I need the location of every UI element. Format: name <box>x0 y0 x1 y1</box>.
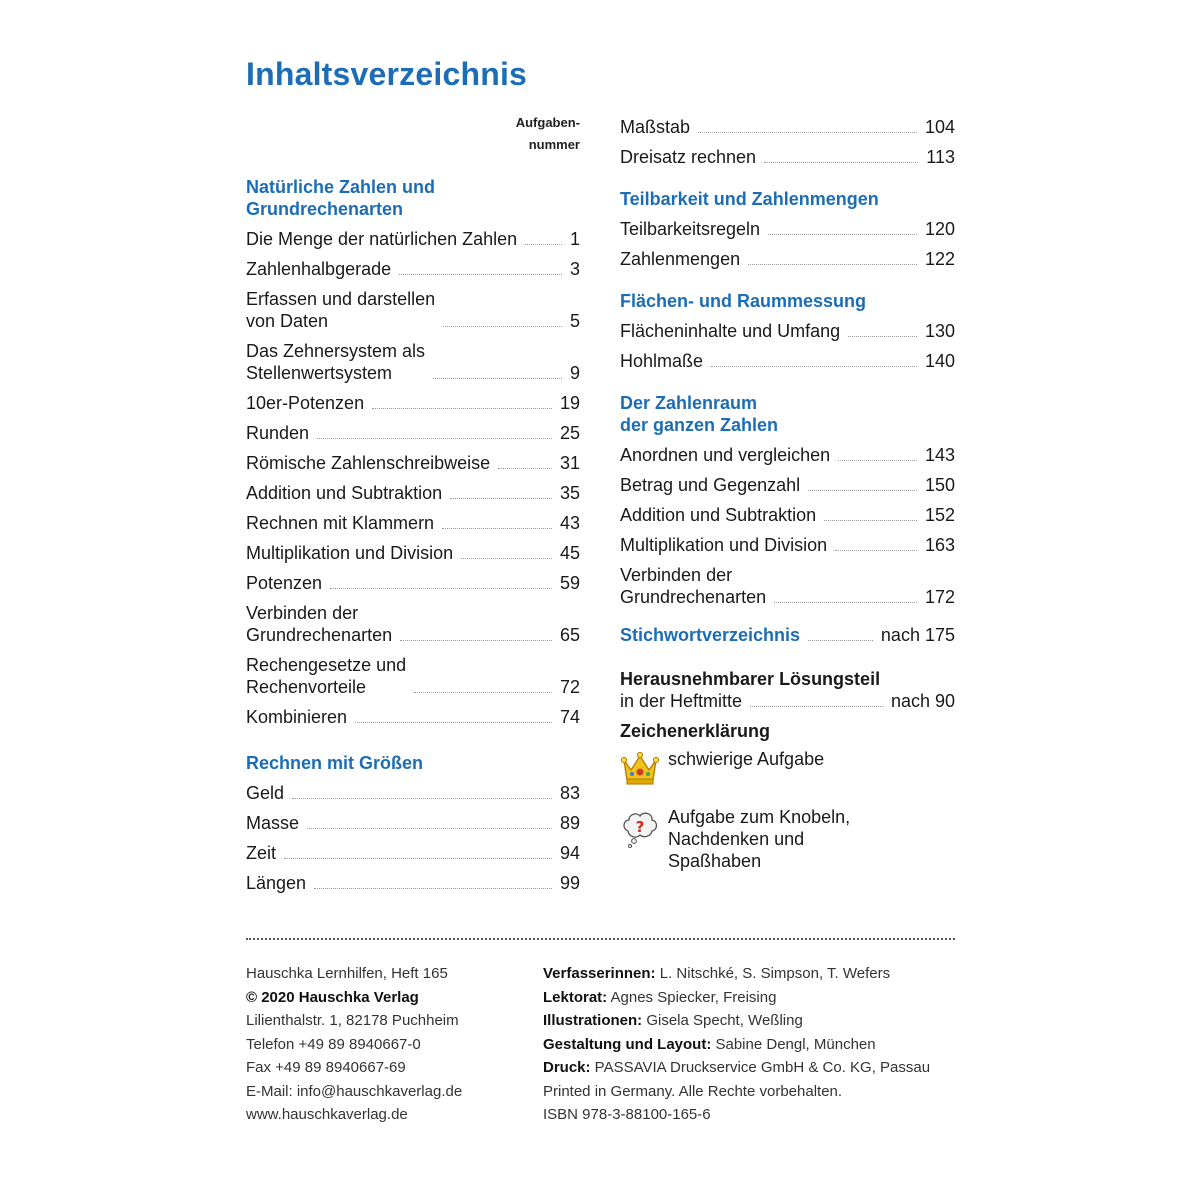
imprint-credits <box>543 962 930 1127</box>
toc-entry-label-line: 10er-Potenzen <box>246 393 365 413</box>
toc-entry-label-line: Flächeninhalte und Umfang <box>620 321 841 341</box>
toc-entry[interactable] <box>246 778 580 808</box>
imprint-bold: © 2020 Hauschka Verlag <box>246 988 419 1006</box>
index-label: Stichwortverzeichnis <box>620 625 801 645</box>
svg-text:?: ? <box>635 818 645 836</box>
toc-entry-label-line: Runden <box>246 423 310 443</box>
toc-entry-label-line: Masse <box>246 813 300 833</box>
leader-dots <box>848 336 917 337</box>
toc-entry-label <box>246 392 364 414</box>
imprint-publisher <box>246 962 462 1127</box>
toc-section <box>620 290 955 376</box>
toc-entry-number: 83 <box>559 783 580 803</box>
imprint-line <box>543 986 930 1010</box>
toc-entry-label <box>246 602 392 646</box>
crown-icon <box>620 748 660 788</box>
toc-entry-label-line: Rechenvorteile <box>246 677 367 697</box>
toc-entry[interactable] <box>246 224 580 254</box>
imprint-text: Hauschka Lernhilfen, Heft 165 <box>246 965 448 982</box>
leader-dots <box>461 558 552 559</box>
toc-entry[interactable] <box>246 284 580 336</box>
leader-dots <box>317 438 552 439</box>
toc-entry-number: 113 <box>926 147 955 167</box>
leader-dots <box>307 828 552 829</box>
toc-entry[interactable] <box>246 568 580 598</box>
solution-part-title: Herausnehmbarer Lösungsteil <box>620 669 881 689</box>
toc-entry-number: 19 <box>559 393 580 413</box>
toc-entry-number: 150 <box>924 475 955 495</box>
imprint-text: ISBN 978-3-88100-165-6 <box>543 1106 711 1123</box>
toc-entry-number: 89 <box>559 813 580 833</box>
toc-entry-label-line: Verbinden der <box>246 603 359 623</box>
toc-entry-label <box>246 842 276 864</box>
section-heading[interactable] <box>246 176 580 220</box>
solution-part-entry[interactable] <box>620 690 955 716</box>
imprint-bold: Gestaltung und Layout: <box>543 1035 712 1053</box>
toc-section <box>246 176 580 732</box>
legend-text-line: Aufgabe zum Knobeln, <box>668 807 851 827</box>
toc-entry-number: 94 <box>559 843 580 863</box>
toc-entry-label <box>246 482 442 504</box>
toc-entry-number: 172 <box>924 587 955 607</box>
toc-entry-label-line: Längen <box>246 873 307 893</box>
toc-entry-label-line: Maßstab <box>620 117 691 137</box>
toc-entry-label-line: Kombinieren <box>246 707 348 727</box>
column-header-line: nummer <box>528 137 580 152</box>
solution-part-page: nach 90 <box>890 691 955 711</box>
toc-section <box>620 392 955 612</box>
toc-entry-number: 120 <box>924 219 955 239</box>
legend-item-difficult <box>620 748 955 788</box>
toc-entry-number: 25 <box>559 423 580 443</box>
imprint-bold: Lektorat: <box>543 988 608 1006</box>
imprint-text: Sabine Dengl, München <box>711 1035 876 1053</box>
toc-entry-label <box>246 542 453 564</box>
toc-entry[interactable] <box>246 448 580 478</box>
toc-entry-label-line: Betrag und Gegenzahl <box>620 475 801 495</box>
toc-entry-label-line: Zahlenmengen <box>620 249 741 269</box>
solution-part <box>620 668 955 716</box>
toc-entry-label <box>620 218 760 240</box>
toc-entry[interactable] <box>620 530 955 560</box>
toc-entry-number: 65 <box>559 625 580 645</box>
toc-entry[interactable] <box>246 508 580 538</box>
imprint-line <box>543 1103 930 1127</box>
leader-dots <box>400 640 552 641</box>
toc-entry-label-line: Dreisatz rechnen <box>620 147 757 167</box>
toc-entry-label <box>620 248 740 270</box>
toc-entry[interactable] <box>620 316 955 346</box>
leader-dots <box>764 162 918 163</box>
legend <box>620 720 955 872</box>
toc-entry-number: 143 <box>924 445 955 465</box>
toc-entry-label-line: Anordnen und vergleichen <box>620 445 831 465</box>
imprint-line <box>543 962 930 986</box>
toc-entry-number: 1 <box>569 229 580 249</box>
section-heading[interactable] <box>620 392 955 436</box>
toc-entry-label-line: von Daten <box>246 311 329 331</box>
leader-dots <box>355 722 552 723</box>
toc-entry-label-line: Addition und Subtraktion <box>620 505 817 525</box>
toc-entry[interactable] <box>620 560 955 612</box>
leader-dots <box>768 234 917 235</box>
toc-entry[interactable] <box>246 650 580 702</box>
toc-entry[interactable] <box>620 500 955 530</box>
toc-entry[interactable] <box>620 244 955 274</box>
imprint-line <box>246 1103 462 1127</box>
toc-entry-label-line: Hohlmaße <box>620 351 704 371</box>
imprint-line <box>246 1056 462 1080</box>
imprint-line <box>543 1056 930 1080</box>
toc-entry-label-line: Stellenwertsystem <box>246 363 393 383</box>
toc-entry-label-line: Geld <box>246 783 285 803</box>
imprint-text: Printed in Germany. Alle Rechte vorbehalten. <box>543 1082 843 1100</box>
toc-entry-label-line: Rechengesetze und <box>246 655 407 675</box>
section-heading-line: der ganzen Zahlen <box>620 415 779 435</box>
toc-entry[interactable] <box>620 112 955 142</box>
toc-entry[interactable] <box>620 440 955 470</box>
toc-entry-label-line: Erfassen und darstellen <box>246 289 436 309</box>
section-heading-line: Der Zahlenraum <box>620 393 758 413</box>
legend-item-puzzle <box>620 806 955 872</box>
toc-entry-label <box>620 534 827 556</box>
toc-entry-label <box>246 228 517 250</box>
toc-entry[interactable] <box>246 598 580 650</box>
legend-title: Zeichenerklärung <box>620 721 771 741</box>
imprint-text: Fax +49 89 8940667-69 <box>246 1059 406 1076</box>
leader-dots <box>433 378 562 379</box>
toc-right-sections <box>620 188 955 612</box>
section-heading[interactable] <box>620 290 955 312</box>
toc-entry-number: 45 <box>559 543 580 563</box>
toc-entry-label <box>620 116 690 138</box>
imprint-text: Agnes Spiecker, Freising <box>607 988 777 1006</box>
toc-left-sections <box>246 176 580 898</box>
toc-entry-number: 59 <box>559 573 580 593</box>
toc-entry[interactable] <box>620 470 955 500</box>
toc-entry-number: 43 <box>559 513 580 533</box>
toc-entry-number: 5 <box>569 311 580 331</box>
leader-dots <box>330 588 552 589</box>
toc-entry-label-line: Zahlenhalbgerade <box>246 259 392 279</box>
toc-entry-label <box>246 782 284 804</box>
section-heading-line: Natürliche Zahlen und <box>246 177 436 197</box>
leader-dots <box>372 408 552 409</box>
toc-entry-number: 130 <box>924 321 955 341</box>
leader-dots <box>838 460 917 461</box>
toc-entry-label-line: Potenzen <box>246 573 323 593</box>
column-header-line: Aufgaben- <box>515 115 580 130</box>
imprint-text: Telefon +49 89 8940667-0 <box>246 1035 421 1053</box>
toc-entry-number: 140 <box>924 351 955 371</box>
toc-entry-label-line: Zeit <box>246 843 277 863</box>
imprint-text: Lilienthalstr. 1, 82178 Puchheim <box>246 1012 459 1029</box>
leader-dots <box>443 326 562 327</box>
toc-entry-number: 3 <box>569 259 580 279</box>
imprint-text: L. Nitschké, S. Simpson, T. Wefers <box>655 965 891 982</box>
section-heading[interactable] <box>620 188 955 210</box>
imprint-bold: Illustrationen: <box>543 1012 643 1029</box>
toc-entry-number: 163 <box>924 535 955 555</box>
toc-entry-number: 152 <box>924 505 955 525</box>
leader-dots <box>835 550 917 551</box>
solution-part-label: in der Heftmitte <box>620 691 743 711</box>
imprint-text: E-Mail: info@hauschkaverlag.de <box>246 1082 463 1100</box>
section-heading[interactable] <box>246 752 580 774</box>
imprint-line <box>246 986 462 1010</box>
toc-entry-label <box>246 812 299 834</box>
toc-entry[interactable] <box>246 478 580 508</box>
leader-dots <box>292 798 552 799</box>
toc-entry-label-line: Teilbarkeitsregeln <box>620 219 761 239</box>
leader-dots <box>498 468 552 469</box>
toc-entry-label-line: Verbinden der <box>620 565 733 585</box>
leader-dots <box>774 602 917 603</box>
imprint-bold: Verfasserinnen: <box>543 965 656 982</box>
column-header <box>246 112 580 156</box>
toc-entry-label <box>246 258 391 280</box>
leader-dots <box>525 244 562 245</box>
divider <box>246 938 955 940</box>
question-bubble-icon <box>620 806 660 852</box>
toc-entry-label-line: Grundrechenarten <box>620 587 767 607</box>
leader-dots <box>314 888 552 889</box>
leader-dots <box>808 640 873 641</box>
toc-entry-label-line: Multiplikation und Division <box>246 543 454 563</box>
toc-entry[interactable] <box>246 418 580 448</box>
toc-entry[interactable] <box>246 254 580 284</box>
imprint-line <box>543 1009 930 1033</box>
leader-dots <box>450 498 552 499</box>
toc-entry-label <box>620 350 703 372</box>
toc-entry-number: 35 <box>559 483 580 503</box>
toc-entry-label <box>620 444 830 466</box>
toc-entry[interactable] <box>620 346 955 376</box>
toc-left-column <box>246 112 580 898</box>
toc-section <box>620 188 955 274</box>
toc-entry-label-line: Die Menge der natürlichen Zahlen <box>246 229 518 249</box>
leader-dots <box>284 858 552 859</box>
imprint-line <box>543 1080 930 1104</box>
toc-entry[interactable] <box>620 142 955 172</box>
leader-dots <box>399 274 562 275</box>
toc-entry-label-line: Rechnen mit Klammern <box>246 513 435 533</box>
toc-entry[interactable] <box>246 702 580 732</box>
imprint-line <box>246 1033 462 1057</box>
toc-entry-label-line: Grundrechenarten <box>246 625 393 645</box>
toc-entry-number: 122 <box>924 249 955 269</box>
toc-entry[interactable] <box>246 538 580 568</box>
legend-text-line: Spaßhaben <box>668 851 762 871</box>
toc-right-column <box>620 112 955 872</box>
index-entry[interactable] <box>620 620 955 650</box>
imprint-text: www.hauschkaverlag.de <box>246 1106 408 1123</box>
leader-dots <box>824 520 917 521</box>
legend-text-line: schwierige Aufgabe <box>668 749 825 769</box>
toc-entry-label <box>620 320 840 342</box>
toc-entry-label <box>246 572 322 594</box>
toc-entry-label-line: Das Zehnersystem als <box>246 341 426 361</box>
imprint-line <box>246 1009 462 1033</box>
toc-entry-label <box>246 654 406 698</box>
imprint-text: Gisela Specht, Weßling <box>642 1012 803 1029</box>
imprint-bold: Druck: <box>543 1059 591 1076</box>
toc-right-top-entries <box>620 112 955 172</box>
leader-dots <box>750 706 883 707</box>
index-page: nach 175 <box>880 625 955 645</box>
toc-entry-label <box>246 340 425 384</box>
imprint-line <box>246 1080 462 1104</box>
toc-entry[interactable] <box>246 388 580 418</box>
toc-entry-number: 9 <box>569 363 580 383</box>
toc-entry-number: 104 <box>924 117 955 137</box>
toc-entry-number: 74 <box>559 707 580 727</box>
toc-entry-label <box>620 504 816 526</box>
toc-entry-label <box>620 474 800 496</box>
imprint-text: PASSAVIA Druckservice GmbH & Co. KG, Passau <box>590 1059 931 1076</box>
toc-entry[interactable] <box>620 214 955 244</box>
leader-dots <box>414 692 552 693</box>
toc-section <box>246 752 580 898</box>
toc-entry[interactable] <box>246 336 580 388</box>
imprint-line <box>246 962 462 986</box>
section-heading-line: Flächen- und Raummessung <box>620 291 867 311</box>
toc-entry-number: 31 <box>559 453 580 473</box>
toc-entry-label <box>246 288 435 332</box>
toc-entry-label <box>246 512 434 534</box>
imprint-line <box>543 1033 930 1057</box>
legend-text-line: Nachdenken und <box>668 829 805 849</box>
page-title: Inhaltsverzeichnis <box>246 56 528 92</box>
legend-item-text <box>668 748 824 770</box>
leader-dots <box>698 132 917 133</box>
toc-entry-number: 72 <box>559 677 580 697</box>
toc-entry-label <box>620 564 766 608</box>
leader-dots <box>748 264 917 265</box>
toc-entry-number: 99 <box>559 873 580 893</box>
leader-dots <box>442 528 552 529</box>
toc-entry-label <box>246 422 309 444</box>
toc-entry-label-line: Addition und Subtraktion <box>246 483 443 503</box>
toc-entry[interactable] <box>246 868 580 898</box>
toc-entry-label <box>246 452 490 474</box>
toc-entry-label <box>246 706 347 728</box>
section-heading-line: Teilbarkeit und Zahlenmengen <box>620 189 879 209</box>
toc-entry[interactable] <box>246 808 580 838</box>
toc-entry-label-line: Multiplikation und Division <box>620 535 828 555</box>
leader-dots <box>808 490 917 491</box>
toc-entry-label <box>620 146 756 168</box>
section-heading-line: Grundrechenarten <box>246 199 404 219</box>
section-heading-line: Rechnen mit Größen <box>246 753 424 773</box>
toc-entry[interactable] <box>246 838 580 868</box>
toc-entry-label-line: Römische Zahlenschreibweise <box>246 453 491 473</box>
toc-entry-label <box>246 872 306 894</box>
legend-item-text <box>668 806 850 872</box>
leader-dots <box>711 366 917 367</box>
